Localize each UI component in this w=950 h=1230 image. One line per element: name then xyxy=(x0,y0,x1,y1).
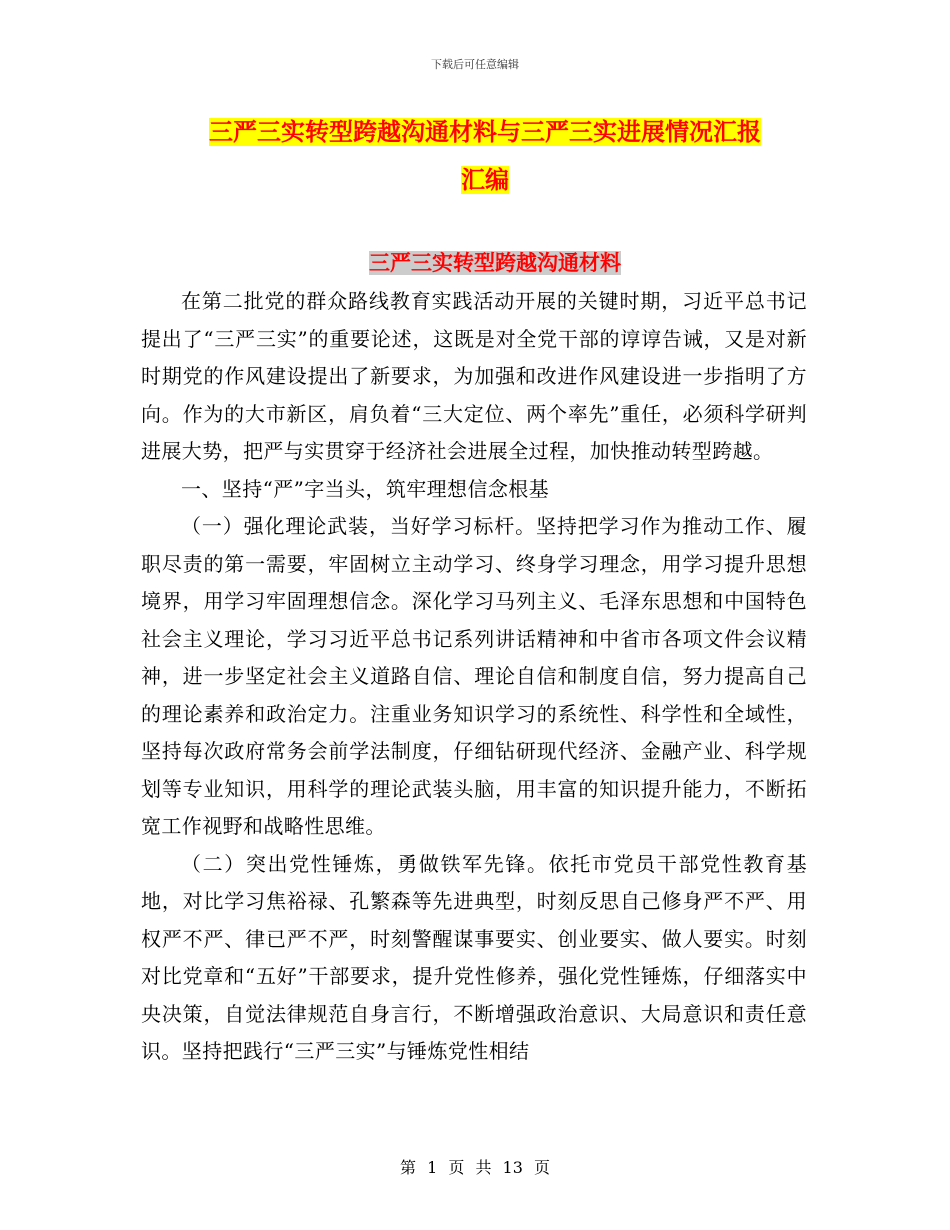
main-title-line2: 汇编 xyxy=(461,166,509,194)
section-title-text: 三严三实转型跨越沟通材料 xyxy=(369,251,621,275)
paragraph: （一）强化理论武装，当好学习标杆。坚持把学习作为推动工作、履职尽责的第一需要，牢固树立主动学习、终身学习理念，用学习提升思想境界，用学习牢固理想信念。深化学习马列主义、毛泽东思想和中国特色社会主义理论，学习习近平总书记系列讲话精神和中省市各项文件会议精神，进一步坚定社会主义道路自信、理论自信和制度自信，努力提高自己的理论素养和政治定力。注重业务知识学习的系统性、科学性和全域性，坚持每次政府常务会前学法制度，仔细钻研现代经济、金融产业、科学规划等专业知识，用科学的理论武装头脑，用丰富的知识提升能力，不断拓宽工作视野和战略性思维。 xyxy=(141,514,807,838)
paragraph: 在第二批党的群众路线教育实践活动开展的关键时期，习近平总书记提出了“三严三实”的重要论述，这既是对全党干部的谆谆告诫，又是对新时期党的作风建设提出了新要求，为加强和改进作风建设进一步指明了方向。作为的大市新区，肩负着“三大定位、两个率先”重任，必须科学研判进展大势，把严与实贯穿于经济社会进展全过程，加快推动转型跨越。 xyxy=(141,289,807,463)
page-footer: 第 1 页 共 13 页 xyxy=(400,1158,550,1177)
main-title xyxy=(140,108,830,204)
body-text xyxy=(141,283,807,1071)
header-note: 下载后可任意编辑 xyxy=(431,58,519,71)
main-title-line1: 三严三实转型跨越沟通材料与三严三实进展情况汇报 xyxy=(209,118,761,146)
section-title xyxy=(0,247,950,277)
paragraph: 一、坚持“严”字当头，筑牢理想信念根基 xyxy=(181,476,550,501)
paragraph: （二）突出党性锤炼，勇做铁军先锋。依托市党员干部党性教育基地，对比学习焦裕禄、孔繁森等先进典型，时刻反思自己修身严不严、用权严不严、律已严不严，时刻警醒谋事要实、创业要实、做人要实。时刻对比党章和“五好”干部要求，提升党性修养，强化党性锤炼，仔细落实中央决策，自觉法律规范自身言行，不断增强政治意识、大局意识和责任意识。坚持把践行“三严三实”与锤炼党性相结 xyxy=(141,851,807,1063)
